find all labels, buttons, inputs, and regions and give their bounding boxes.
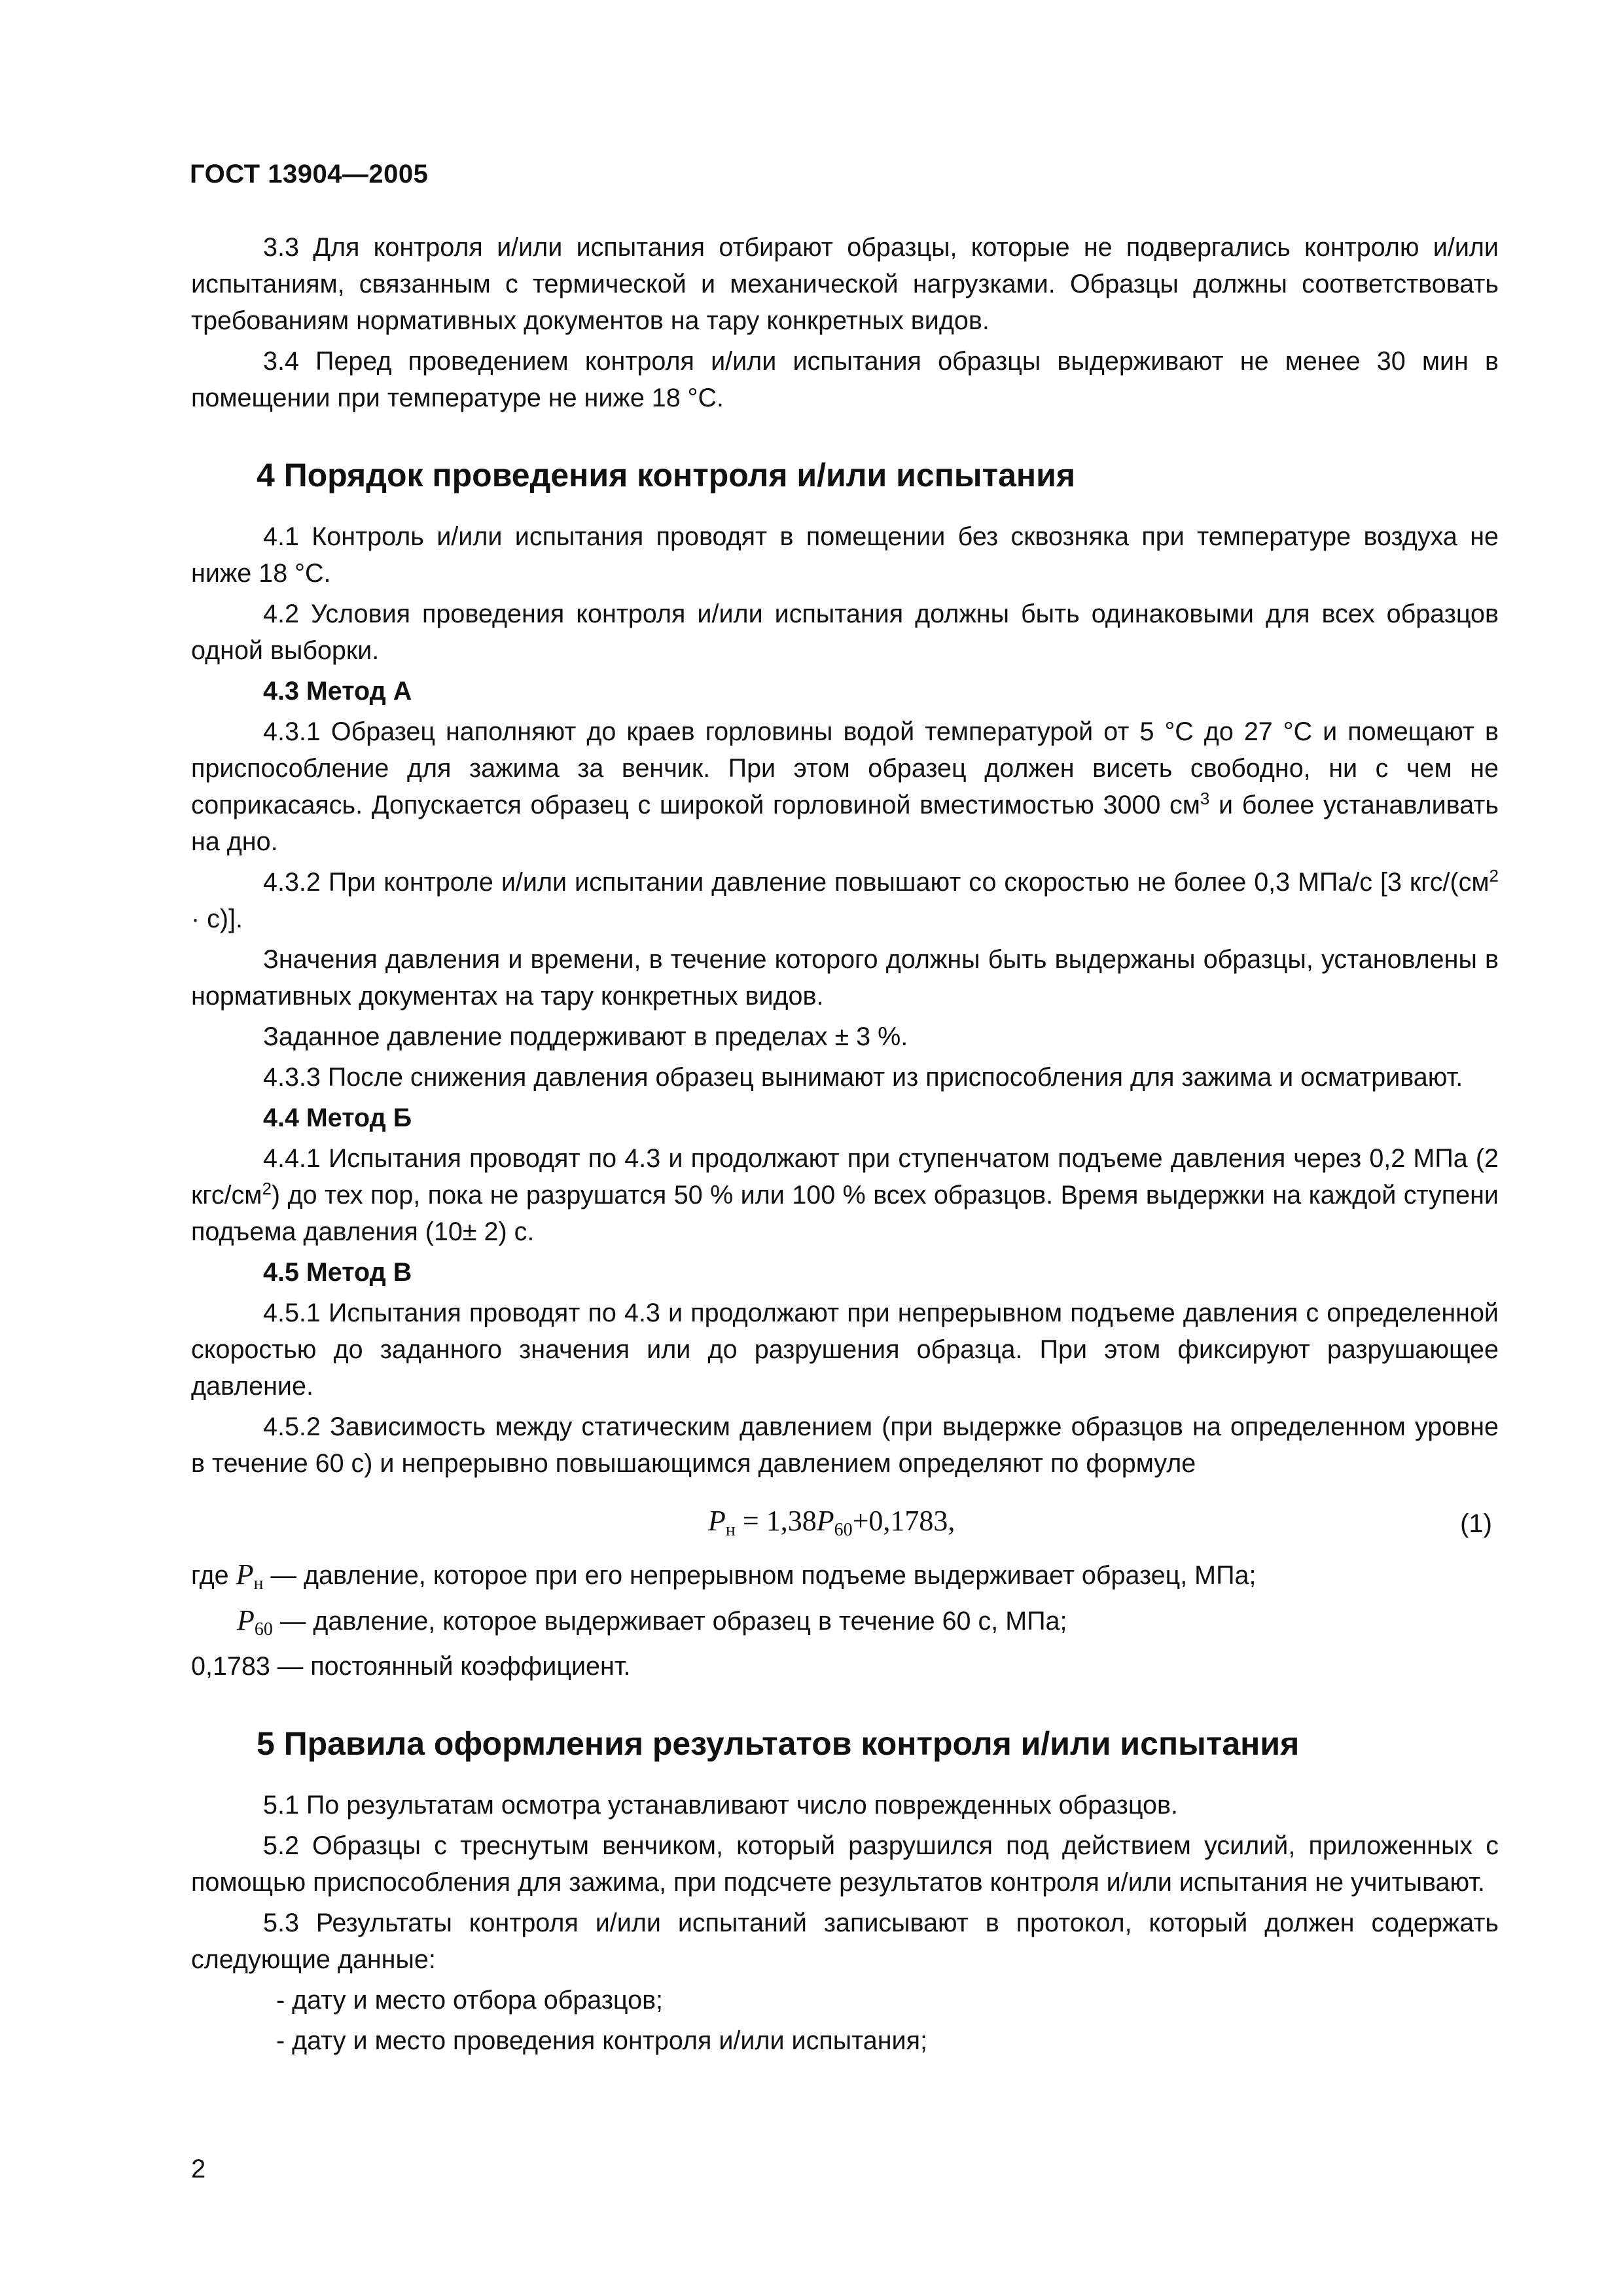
formula-number: (1) [1460,1509,1492,1538]
subheading-4-5: 4.5 Метод В [263,1258,412,1287]
paragraph-4-5-2: 4.5.2 Зависимость между статическим давлением (при выдержке образцов на определенном уровне в течение 60 с) и непрерывно повышающимся давлением определяют по формуле [191,1412,1499,1478]
paragraph-5-3: 5.3 Результаты контроля и/или испытаний записывают в протокол, который должен содержать следующие данные: [191,1909,1499,1974]
subheading-4-3: 4.3 Метод А [263,677,412,706]
legend-line-2: $P_{60}$ — давление, которое выдерживает образец в течение 60 с, МПа; [237,1604,1067,1640]
paragraph-4-3-2-tolerance: Заданное давление поддерживают в пределах ± 3 %. [263,1022,908,1051]
page-number: 2 [191,2155,206,2183]
formula-expression: $P_н = 1,38P_{60}+0,1783$, [708,1505,955,1540]
section-4-title: 4 Порядок проведения контроля и/или испытания [257,457,1076,493]
list-item: - дату и место проведения контроля и/или испытания; [276,2026,927,2055]
paragraph-4-3-2-values: Значения давления и времени, в течение которого должны быть выдержаны образцы, установлены в нормативных документах на тару конкретных видов. [191,945,1499,1011]
formula-1 [191,1491,1499,1556]
document-body [191,229,1499,2059]
paragraph-4-1: 4.1 Контроль и/или испытания проводят в помещении без сквозняка при температуре воздуха не ниже 18 °С. [191,522,1499,588]
paragraph-5-2: 5.2 Образцы с треснутым венчиком, который разрушился под действием усилий, приложенных с помощью приспособления для зажима, при подсчете результатов контроля и/или испытания не учитывают. [191,1831,1499,1897]
paragraph-3-4: 3.4 Перед проведением контроля и/или испытания образцы выдерживают не менее 30 мин в помещении при температуре не ниже 18 °С. [191,347,1499,412]
paragraph-4-2: 4.2 Условия проведения контроля и/или испытания должны быть одинаковыми для всех образцов одной выборки. [191,600,1499,665]
paragraph-4-3-1: 4.3.1 Образец наполняют до краев горловины водой температурой от 5 °С до 27 °С и помещают в приспособление для зажима за венчик. При этом образец должен висеть свободно, ни с чем не соприкасаясь. Допускается образец с широкой горловиной вместимостью 3000 $см^3$ и более устанавливать на дно. [191,717,1499,856]
formula-legend [191,1556,1499,1685]
paragraph-4-3-3: 4.3.3 После снижения давления образец вынимают из приспособления для зажима и осматривают. [263,1063,1463,1092]
section-5-title: 5 Правила оформления результатов контроля и/или испытания [257,1725,1300,1762]
data-list [191,1982,1499,2059]
paragraph-3-3: 3.3 Для контроля и/или испытания отбирают образцы, которые не подвергались контролю и/или испытаниям, связанным с термической и механической нагрузками. Образцы должны соответствовать требованиям нормативных документов на тару конкретных видов. [191,233,1499,335]
paragraph-4-3-2: 4.3.2 При контроле и/или испытании давление повышают со скоростью не более 0,3 МПа/с [3 кгс/$(см^2 \cdot с)$]. [191,866,1499,933]
legend-line-1: где $P_н$ — давление, которое при его непрерывном подъеме выдерживает образец, МПа; [191,1558,1257,1594]
paragraph-5-1: 5.1 По результатам осмотра устанавливают число поврежденных образцов. [263,1791,1178,1820]
document-header: ГОСТ 13904—2005 [190,160,429,188]
paragraph-4-4-1: 4.4.1 Испытания проводят по 4.3 и продолжают при ступенчатом подъеме давления через 0,2 МПа (2 кгс/$см^2$) до тех пор, пока не разрушатся 50 % или 100 % всех образцов. Время выдержки на каждой ступени подъема давления (10± 2) с. [191,1144,1499,1246]
paragraph-4-5-1: 4.5.1 Испытания проводят по 4.3 и продолжают при непрерывном подъеме давления с определенной скоростью до заданного значения или до разрушения образца. При этом фиксируют разрушающее давление. [191,1299,1499,1401]
legend-line-3: 0,1783 — постоянный коэффициент. [191,1652,631,1681]
subheading-4-4: 4.4 Метод Б [263,1103,412,1132]
list-item: - дату и место отбора образцов; [276,1986,664,2015]
